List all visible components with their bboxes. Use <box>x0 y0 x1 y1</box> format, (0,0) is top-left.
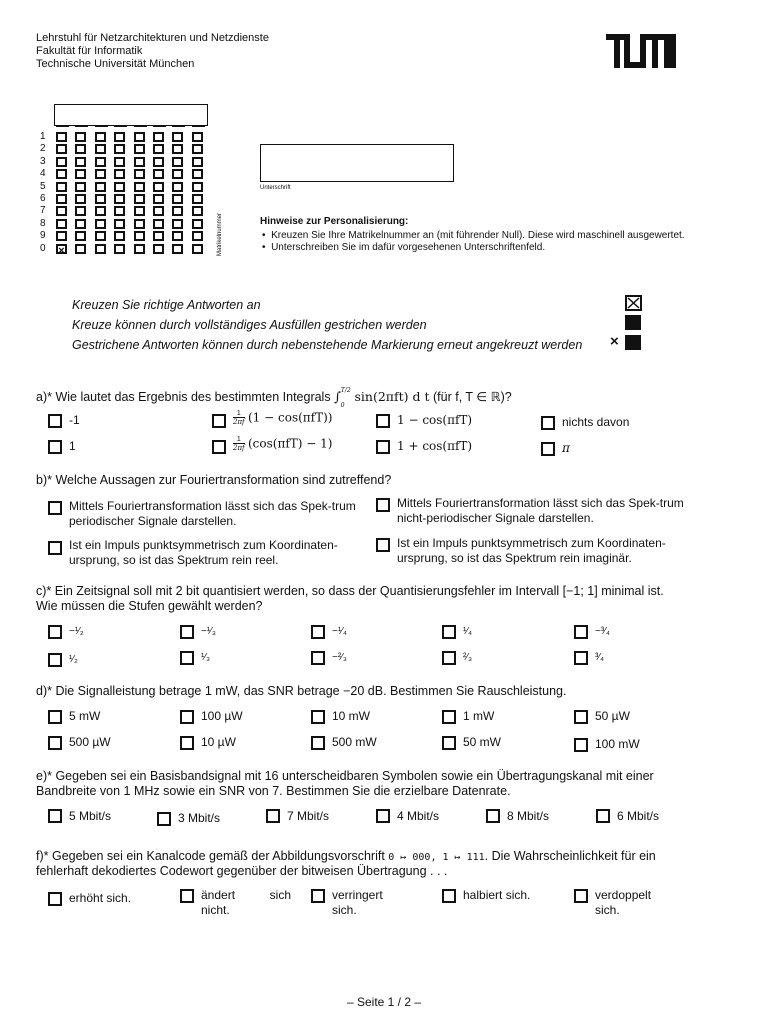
q-b-option-3-label: Ist ein Impuls punktsymmetrisch zum Koordinaten-ursprung, so ist das Spektrum rein reel. <box>69 538 338 567</box>
matrikel-digit-cell[interactable] <box>192 182 203 192</box>
matrikel-digit-cell[interactable] <box>95 157 106 167</box>
matrikel-digit-cell[interactable] <box>172 182 183 192</box>
q-d-option-6-checkbox[interactable] <box>48 736 62 750</box>
q-c-option-3-checkbox[interactable] <box>311 625 325 639</box>
matrikel-row-label: 8 <box>40 217 46 229</box>
matrikel-digit-cell[interactable] <box>134 157 145 167</box>
matrikel-digit-cell[interactable] <box>153 169 164 179</box>
matrikel-digit-cell[interactable] <box>192 169 203 179</box>
instruction-mark: Kreuzen Sie richtige Antworten an <box>72 298 261 312</box>
matrikel-digit-cell[interactable] <box>134 132 145 142</box>
q-c-option-10-label: ³⁄₄ <box>595 652 605 663</box>
matrikel-digit-cell[interactable] <box>114 231 125 241</box>
hint-item-1: • Kreuzen Sie Ihre Matrikelnummer an (mit führender Null). Diese wird maschinell ausgewertet. <box>262 230 685 241</box>
matrikel-digit-cell[interactable] <box>75 182 86 192</box>
matrikel-digit-cell[interactable] <box>172 219 183 229</box>
matrikel-input-box[interactable] <box>54 104 208 126</box>
matrikel-digit-cell[interactable] <box>172 157 183 167</box>
q-e-option-4-checkbox[interactable] <box>376 809 390 823</box>
q-e-option-5-label: 8 Mbit/s <box>507 809 550 823</box>
matrikel-digit-cell[interactable] <box>95 244 106 254</box>
matrikel-digit-cell[interactable] <box>153 206 164 216</box>
q-a-option-3-label: $\frac{1}{2\pi f} (1 - \cos(\pi fT))$ <box>233 410 333 426</box>
matrikel-digit-cell[interactable] <box>95 194 106 204</box>
matrikel-digit-cell[interactable] <box>114 182 125 192</box>
matrikel-digit-cell[interactable] <box>172 231 183 241</box>
q-a-option-5-checkbox[interactable] <box>376 414 390 428</box>
q-c-option-6-label: ¹⁄₂ <box>69 654 78 665</box>
matrikel-digit-cell[interactable] <box>114 194 125 204</box>
example-remarked-box <box>625 335 641 350</box>
matrikel-digit-cell[interactable] <box>134 144 145 154</box>
question-d-text: d)* Die Signalleistung betrage 1 mW, das SNR betrage −20 dB. Bestimmen Sie Rauschleistung. <box>36 684 567 698</box>
matrikel-digit-cell[interactable] <box>75 206 86 216</box>
matrikel-digit-cell[interactable] <box>192 244 203 254</box>
q-d-option-2-label: 100 µW <box>201 709 243 723</box>
matrikel-digit-cell[interactable] <box>134 219 145 229</box>
matrikel-digit-cell[interactable] <box>75 244 86 254</box>
q-d-option-6-label: 500 µW <box>69 735 111 749</box>
q-a-option-7-checkbox[interactable] <box>541 416 555 430</box>
matrikel-digit-cell[interactable] <box>172 132 183 142</box>
q-f-option-1-checkbox[interactable] <box>48 892 62 906</box>
q-e-option-5-checkbox[interactable] <box>486 809 500 823</box>
q-f-option-5-checkbox[interactable] <box>574 889 588 903</box>
q-c-option-2-checkbox[interactable] <box>180 625 194 639</box>
matrikel-digit-cell[interactable] <box>153 157 164 167</box>
q-c-option-9-label: ²⁄₃ <box>463 652 473 663</box>
q-b-option-3-checkbox[interactable] <box>48 541 62 555</box>
q-a-option-8-label: π <box>562 441 570 455</box>
matrikel-digit-cell[interactable] <box>95 219 106 229</box>
q-f-option-4-label: halbiert sich. <box>463 888 531 902</box>
q-e-option-4-label: 4 Mbit/s <box>397 809 440 823</box>
matrikel-row-label: 4 <box>40 168 46 180</box>
signature-label: Unterschrift <box>260 185 291 191</box>
q-a-option-1-label: -1 <box>69 413 80 427</box>
q-e-option-3-label: 7 Mbit/s <box>287 809 330 823</box>
hints-title: Hinweise zur Personalisierung: <box>260 216 409 227</box>
matrikel-digit-cell[interactable] <box>56 144 67 154</box>
matrikel-column-dash <box>172 126 185 127</box>
q-b-option-2-label: Mittels Fouriertransformation lässt sich das Spek-trum nicht-periodischer Signale darstellen. <box>397 496 684 525</box>
institute-line-1: Lehrstuhl für Netzarchitekturen und Netzdienste <box>36 32 269 44</box>
matrikel-digit-cell[interactable] <box>153 182 164 192</box>
q-a-option-7-label: nichts davon <box>562 415 630 429</box>
q-c-option-9-checkbox[interactable] <box>442 651 456 665</box>
matrikel-column-dash <box>75 126 88 127</box>
q-a-option-2-label: 1 <box>69 439 76 453</box>
q-e-option-6-checkbox[interactable] <box>596 809 610 823</box>
q-d-option-8-label: 500 mW <box>332 735 377 749</box>
matrikel-row-label: 0 <box>40 242 46 254</box>
matrikel-digit-cell[interactable] <box>114 244 125 254</box>
matrikel-digit-cell[interactable] <box>153 244 164 254</box>
q-a-option-5-label: 1 − cos(πfT) <box>397 413 473 427</box>
q-c-option-5-label: −³⁄₄ <box>595 626 610 637</box>
q-b-option-1-label: Mittels Fouriertransformation lässt sich das Spek-trum periodischer Signale darstellen. <box>69 499 356 528</box>
q-d-option-1-label: 5 mW <box>69 709 101 723</box>
matrikel-digit-cell[interactable] <box>75 231 86 241</box>
matrikel-digit-cell[interactable] <box>75 169 86 179</box>
matrikel-row-label: 3 <box>40 155 46 167</box>
matrikel-digit-cell[interactable] <box>56 231 67 241</box>
q-a-option-8-checkbox[interactable] <box>541 442 555 456</box>
matrikel-digit-cell[interactable] <box>192 206 203 216</box>
matrikel-digit-cell[interactable] <box>56 182 67 192</box>
q-c-option-5-checkbox[interactable] <box>574 625 588 639</box>
q-a-option-3-checkbox[interactable] <box>212 414 226 428</box>
q-b-option-2-checkbox[interactable] <box>376 498 390 512</box>
q-c-option-4-checkbox[interactable] <box>442 625 456 639</box>
matrikel-digit-cell[interactable] <box>95 144 106 154</box>
question-f-line-2: fehlerhaft dekodiertes Codewort gegenüber der bitweisen Übertragung . . . <box>36 864 448 878</box>
question-c-line-1: c)* Ein Zeitsignal soll mit 2 bit quantisiert werden, so dass der Quantisierungsfehler im Intervall [−1; 1] minimal ist. <box>36 584 664 598</box>
q-d-option-8-checkbox[interactable] <box>311 736 325 750</box>
question-a-text: a)* Wie lautet das Ergebnis des bestimmten Integrals ∫$^{T/2}_0$sin(2πft) d t (für f, T ∈ ℝ)? <box>36 387 512 409</box>
q-c-option-1-checkbox[interactable] <box>48 625 62 639</box>
q-f-option-5-label: verdoppelt sich. <box>595 888 652 917</box>
q-c-option-10-checkbox[interactable] <box>574 651 588 665</box>
matrikel-digit-cell[interactable] <box>172 194 183 204</box>
matrikel-digit-cell[interactable] <box>134 169 145 179</box>
matrikel-digit-cell[interactable] <box>192 157 203 167</box>
q-f-option-1-label: erhöht sich. <box>69 891 132 905</box>
matrikel-digit-cell[interactable] <box>56 219 67 229</box>
matrikel-row-label: 9 <box>40 230 46 242</box>
matrikel-digit-cell[interactable] <box>95 206 106 216</box>
q-c-option-7-label: ¹⁄₃ <box>201 652 211 663</box>
matrikel-digit-cell[interactable] <box>75 132 86 142</box>
q-d-option-9-label: 50 mW <box>463 735 502 749</box>
q-d-option-9-checkbox[interactable] <box>442 736 456 750</box>
q-f-option-4-checkbox[interactable] <box>442 889 456 903</box>
q-d-option-3-label: 10 mW <box>332 709 371 723</box>
matrikel-column-dash <box>114 126 127 127</box>
q-d-option-4-label: 1 mW <box>463 709 495 723</box>
matrikel-row-label: 7 <box>40 205 46 217</box>
q-e-option-2-checkbox[interactable] <box>157 812 171 826</box>
matrikel-digit-cell[interactable] <box>153 132 164 142</box>
q-f-option-2-checkbox[interactable] <box>180 889 194 903</box>
q-a-option-6-label: 1 + cos(πfT) <box>397 439 473 453</box>
tum-logo <box>606 34 676 68</box>
q-c-option-6-checkbox[interactable] <box>48 653 62 667</box>
matrikel-digit-cell[interactable] <box>95 132 106 142</box>
matrikel-column-dash <box>192 126 205 127</box>
matrikel-digit-cell[interactable] <box>192 219 203 229</box>
q-f-option-3-label: verringert sich. <box>332 888 383 917</box>
matrikel-digit-cell[interactable] <box>134 182 145 192</box>
matrikel-digit-cell[interactable] <box>153 194 164 204</box>
question-e-line-2: Bandbreite von 1 MHz sowie ein SNR von 7. Bestimmen Sie die erzielbare Datenrate. <box>36 784 511 798</box>
matrikel-column-dash <box>153 126 166 127</box>
matrikel-column-dash <box>56 126 69 127</box>
matrikel-digit-cell[interactable] <box>75 157 86 167</box>
matrikel-digit-cell[interactable] <box>134 206 145 216</box>
matrikel-digit-cell[interactable] <box>75 219 86 229</box>
matrikel-digit-cell[interactable] <box>95 182 106 192</box>
matrikel-digit-cell[interactable] <box>172 206 183 216</box>
matrikel-digit-cell[interactable] <box>56 157 67 167</box>
q-e-option-6-label: 6 Mbit/s <box>617 809 660 823</box>
question-c-line-2: Wie müssen die Stufen gewählt werden? <box>36 599 263 613</box>
matrikel-digit-cell[interactable] <box>56 244 67 257</box>
hint-item-2: • Unterschreiben Sie im dafür vorgesehenen Unterschriftenfeld. <box>262 242 546 253</box>
example-remark-cross-icon: × <box>610 333 619 350</box>
matrikel-digit-cell[interactable] <box>56 132 67 142</box>
q-e-option-1-checkbox[interactable] <box>48 809 62 823</box>
matrikel-digit-cell[interactable] <box>114 219 125 229</box>
example-filled-box <box>625 315 641 330</box>
matrikel-row-label: 5 <box>40 180 46 192</box>
matrikel-digit-cell[interactable] <box>134 231 145 241</box>
question-f-line-1: f)* Gegeben sei ein Kanalcode gemäß der Abbildungsvorschrift 0 ↦ 000, 1 ↦ 111. Die Wahrscheinlichkeit für ein <box>36 849 656 863</box>
q-d-option-4-checkbox[interactable] <box>442 710 456 724</box>
matrikel-digit-cell[interactable] <box>56 194 67 204</box>
q-d-option-10-label: 100 mW <box>595 737 640 751</box>
q-c-option-4-label: ¹⁄₄ <box>463 626 473 637</box>
matrikel-row-label: 1 <box>40 131 46 142</box>
matrikel-cross-mark: × <box>58 244 65 257</box>
q-a-option-4-label: $\frac{1}{2\pi f} (\cos(\pi fT) - 1)$ <box>233 436 333 452</box>
q-d-option-5-checkbox[interactable] <box>574 710 588 724</box>
page-footer: – Seite 1 / 2 – <box>346 995 422 1009</box>
q-d-option-10-checkbox[interactable] <box>574 738 588 752</box>
matrikel-digit-cell[interactable] <box>114 206 125 216</box>
example-crossed-box <box>625 295 643 312</box>
q-c-option-8-label: −²⁄₃ <box>332 652 347 663</box>
matrikel-column-dash <box>95 126 108 127</box>
q-f-option-3-checkbox[interactable] <box>311 889 325 903</box>
matrikel-digit-cell[interactable] <box>153 231 164 241</box>
q-c-option-1-label: −¹⁄₂ <box>69 626 84 637</box>
q-e-option-3-checkbox[interactable] <box>266 809 280 823</box>
question-e-line-1: e)* Gegeben sei ein Basisbandsignal mit 16 unterscheidbaren Symbolen sowie ein Übertragungskanal mit einer <box>36 769 654 783</box>
q-b-option-4-checkbox[interactable] <box>376 538 390 552</box>
instruction-remark: Gestrichene Antworten können durch nebenstehende Markierung erneut angekreuzt werden <box>72 338 583 352</box>
matrikel-digit-cell[interactable] <box>134 244 145 254</box>
matrikel-digit-cell[interactable] <box>114 157 125 167</box>
matrikel-row-label: 6 <box>40 193 46 204</box>
q-a-option-6-checkbox[interactable] <box>376 440 390 454</box>
q-d-option-1-checkbox[interactable] <box>48 710 62 724</box>
question-b-text: b)* Welche Aussagen zur Fouriertransformation sind zutreffend? <box>36 473 392 487</box>
q-c-option-3-label: −¹⁄₄ <box>332 626 347 637</box>
matrikel-digit-cell[interactable] <box>153 144 164 154</box>
institute-line-3: Technische Universität München <box>36 58 195 70</box>
q-d-option-2-checkbox[interactable] <box>180 710 194 724</box>
q-a-option-2-checkbox[interactable] <box>48 440 62 454</box>
q-d-option-3-checkbox[interactable] <box>311 710 325 724</box>
q-e-option-2-label: 3 Mbit/s <box>178 811 221 825</box>
matrikel-row-label: 2 <box>40 143 46 155</box>
matrikel-digit-cell[interactable] <box>75 194 86 204</box>
matrikel-digit-cell[interactable] <box>153 219 164 229</box>
matrikel-digit-cell[interactable] <box>192 132 203 142</box>
q-b-option-4-label: Ist ein Impuls punktsymmetrisch zum Koordinaten-ursprung, so ist das Spektrum rein imaginär. <box>397 536 666 565</box>
q-e-option-1-label: 5 Mbit/s <box>69 809 112 823</box>
q-c-option-2-label: −¹⁄₃ <box>201 626 216 637</box>
matrikel-digit-cell[interactable] <box>134 194 145 204</box>
matrikel-column-dash <box>134 126 147 127</box>
institute-line-2: Fakultät für Informatik <box>36 45 143 57</box>
matrikel-digit-cell[interactable] <box>56 206 67 216</box>
instruction-strike: Kreuze können durch vollständiges Ausfüllen gestrichen werden <box>72 318 427 332</box>
signature-field[interactable] <box>260 144 454 182</box>
matrikel-digit-cell[interactable] <box>172 169 183 179</box>
matrikel-digit-cell[interactable] <box>192 144 203 154</box>
matrikel-vertical-label: Matrikelnummer <box>217 212 223 256</box>
q-a-option-4-checkbox[interactable] <box>212 440 226 454</box>
q-c-option-7-checkbox[interactable] <box>180 651 194 665</box>
q-c-option-8-checkbox[interactable] <box>311 651 325 665</box>
matrikel-digit-cell[interactable] <box>192 194 203 204</box>
matrikel-digit-cell[interactable] <box>95 231 106 241</box>
q-f-option-2-label: ändert sich nicht. <box>201 888 291 917</box>
q-b-option-1-checkbox[interactable] <box>48 501 62 515</box>
matrikel-digit-cell[interactable] <box>114 132 125 142</box>
q-d-option-5-label: 50 µW <box>595 709 630 723</box>
matrikel-digit-cell[interactable] <box>192 231 203 241</box>
matrikel-digit-cell[interactable] <box>95 169 106 179</box>
q-d-option-7-label: 10 µW <box>201 735 236 749</box>
matrikel-digit-cell[interactable] <box>114 144 125 154</box>
q-d-option-7-checkbox[interactable] <box>180 736 194 750</box>
matrikel-digit-cell[interactable] <box>172 244 183 254</box>
q-a-option-1-checkbox[interactable] <box>48 414 62 428</box>
matrikel-digit-cell[interactable] <box>114 169 125 179</box>
matrikel-digit-cell[interactable] <box>56 169 67 179</box>
matrikel-digit-cell[interactable] <box>75 144 86 154</box>
matrikel-digit-cell[interactable] <box>172 144 183 154</box>
